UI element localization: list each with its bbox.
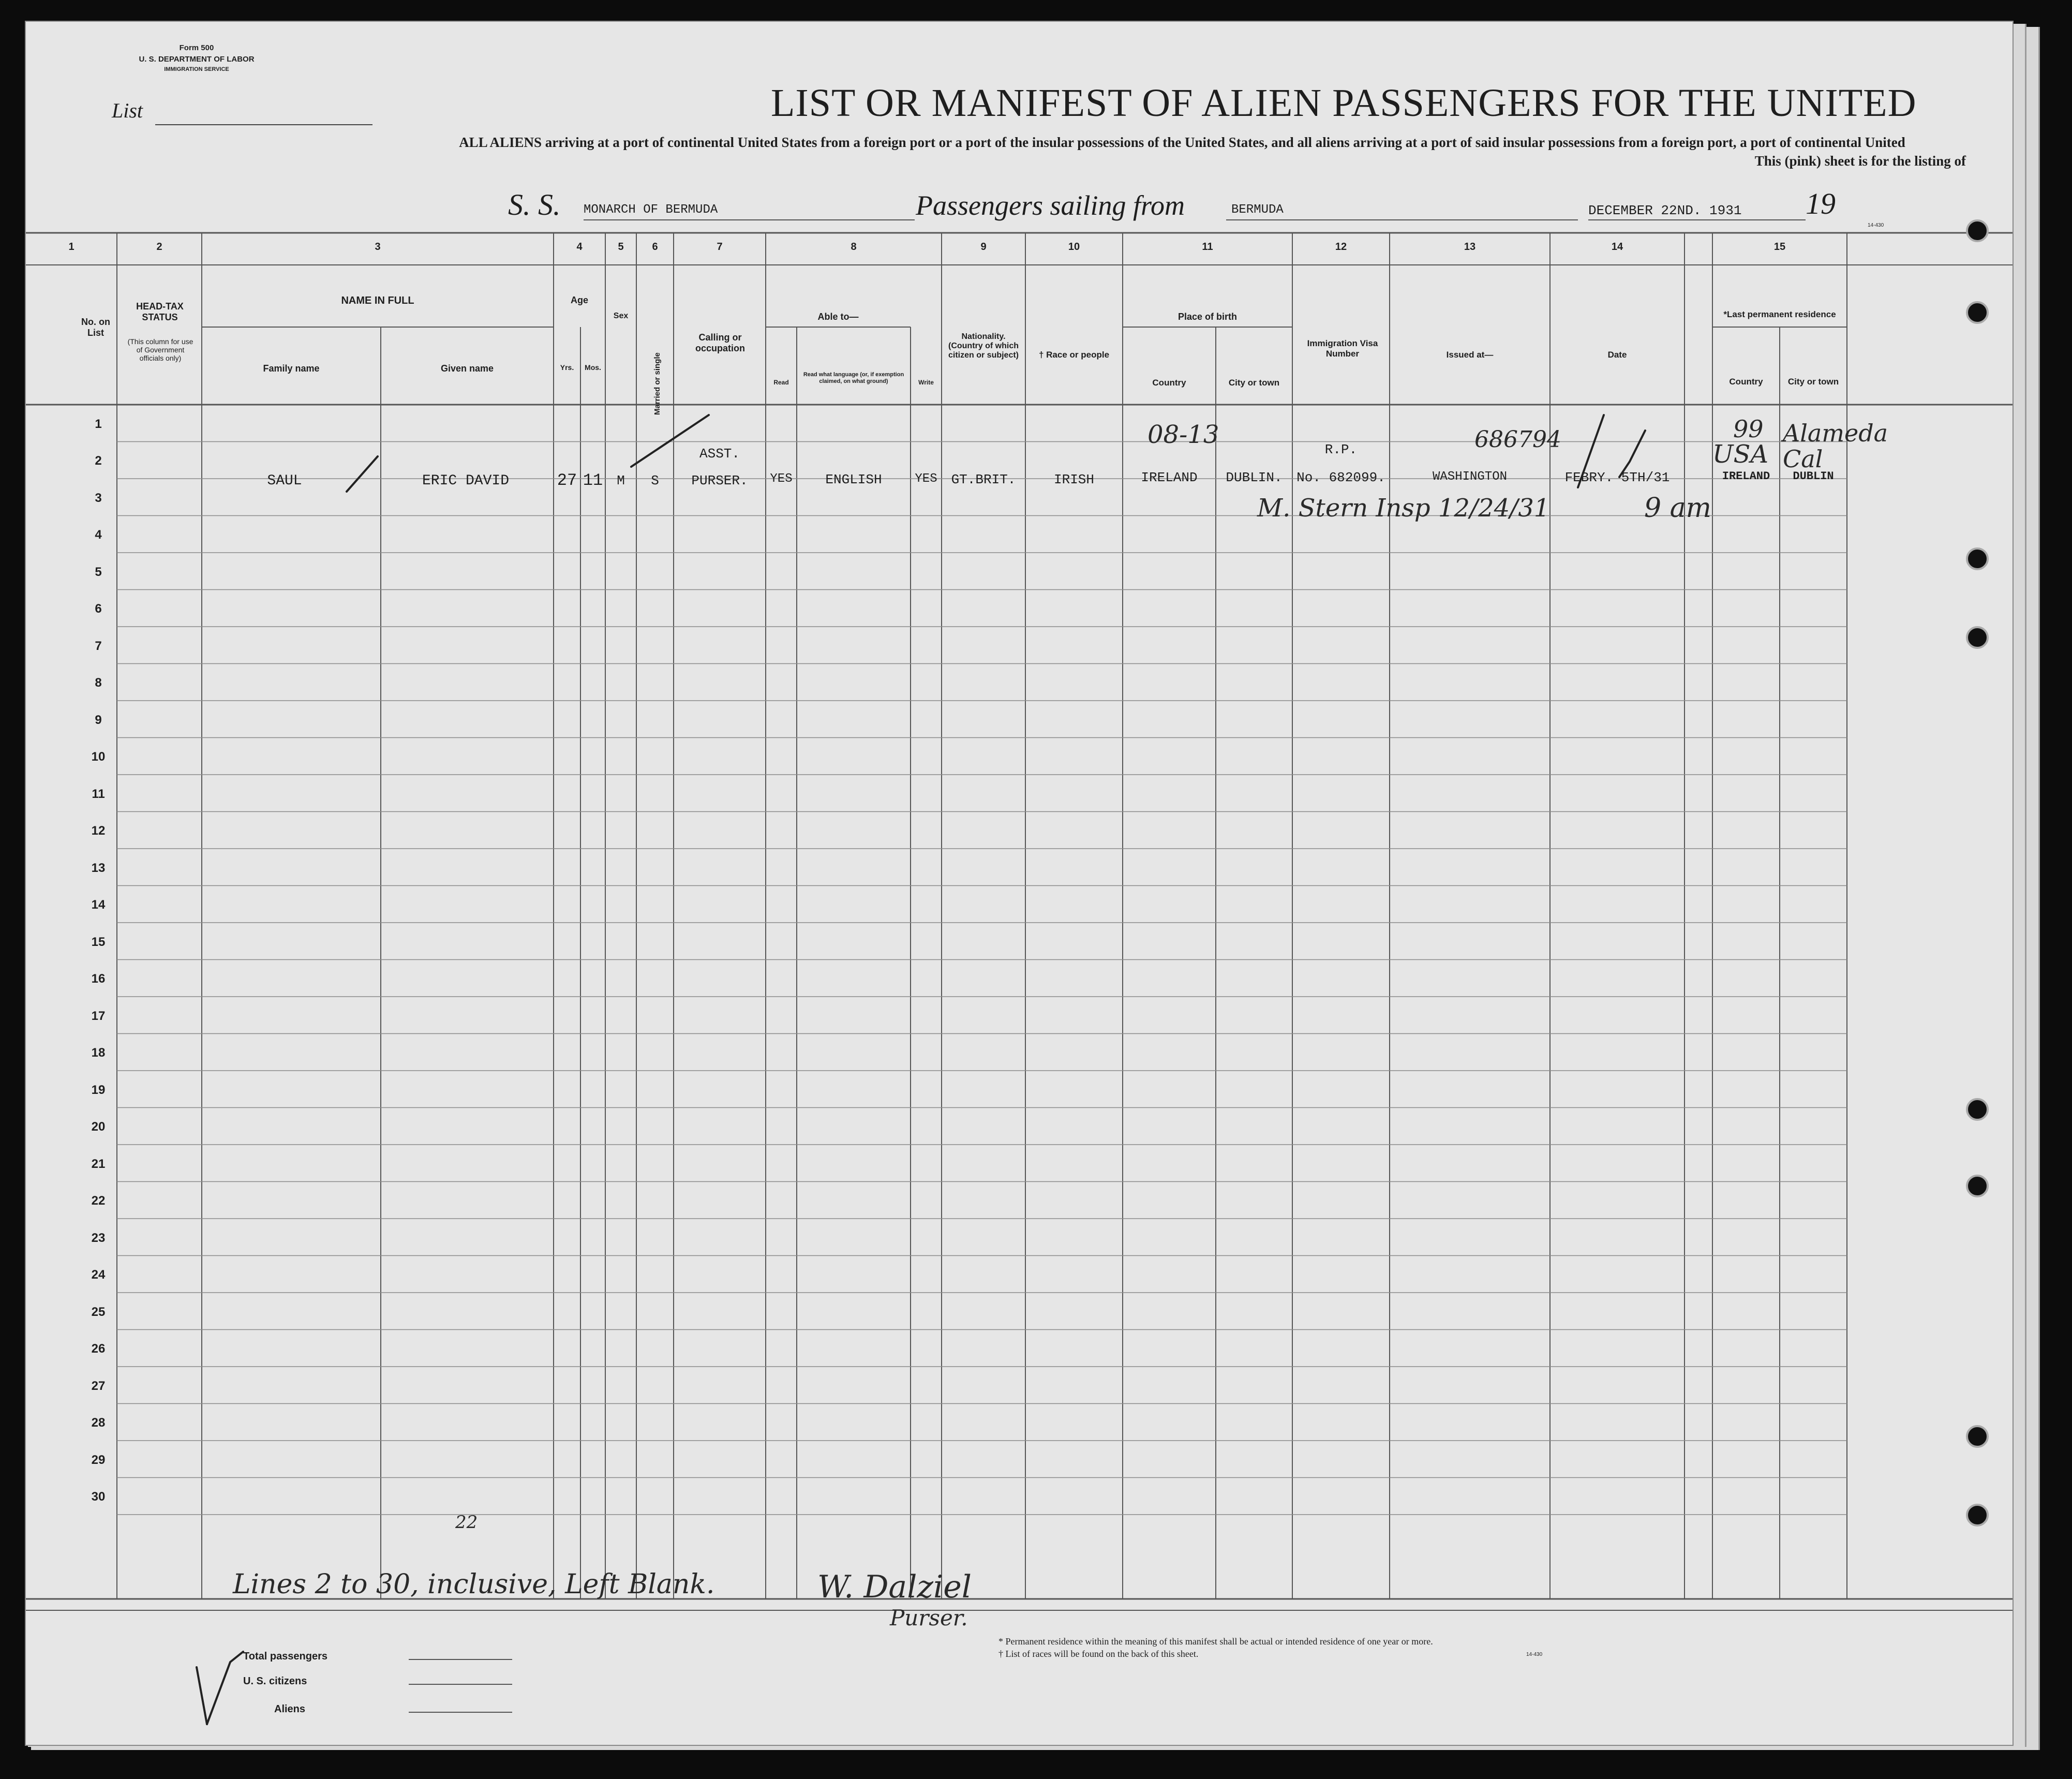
cell-nationality: GT.BRIT.: [951, 472, 1016, 487]
cell-given-name: ERIC DAVID: [422, 473, 510, 489]
aliens-line: [409, 1712, 512, 1713]
header-race: † Race or people: [1038, 350, 1110, 360]
cell-visa-line-2: No. 682099.: [1296, 470, 1385, 485]
form-number: Form 500: [179, 43, 214, 52]
row-number: 2: [95, 454, 102, 468]
header-birth-city: City or town: [1228, 378, 1280, 388]
us-citizens-label: U. S. citizens: [243, 1676, 307, 1687]
header-name-in-full: NAME IN FULL: [341, 295, 414, 306]
cell-language: ENGLISH: [825, 472, 882, 487]
row-number: 18: [91, 1046, 106, 1060]
binder-hole: [1966, 626, 1989, 649]
row-number: 22: [91, 1194, 106, 1208]
header-read: Read: [773, 379, 789, 386]
column-number: 11: [1202, 241, 1213, 253]
column-number: 3: [375, 241, 381, 253]
column-number: 13: [1464, 241, 1476, 253]
row-number: 21: [91, 1157, 106, 1171]
column-number: 14: [1611, 241, 1623, 253]
column-number: 15: [1773, 241, 1786, 253]
row-number: 19: [91, 1083, 106, 1097]
binder-hole: [1966, 1425, 1989, 1448]
footer-code: 14-430: [1526, 1652, 1543, 1657]
purser-title: Purser.: [890, 1605, 968, 1630]
year-suffix: 19: [1806, 187, 1836, 220]
column-number: 10: [1068, 241, 1080, 253]
row-number: 15: [91, 935, 106, 949]
row-number: 4: [95, 528, 102, 542]
purser-signature: W. Dalziel: [817, 1569, 972, 1605]
row-number: 9: [95, 713, 102, 727]
cell-write: YES: [915, 472, 937, 486]
row-number: 24: [91, 1268, 106, 1282]
total-passengers-line: [409, 1659, 512, 1660]
column-number: 1: [68, 241, 74, 253]
column-number: 6: [652, 241, 658, 253]
binder-hole: [1966, 219, 1989, 242]
sailing-date: DECEMBER 22ND. 1931: [1588, 203, 1742, 218]
birth-code-annotation: 08-13: [1147, 420, 1219, 449]
column-number: 4: [576, 241, 583, 253]
header-last-residence: *Last permanent residence: [1723, 309, 1836, 319]
column-number: 7: [717, 241, 723, 253]
cell-calling-line-2: PURSER.: [691, 473, 748, 488]
res-country-number: 99: [1733, 415, 1764, 443]
res-city-annotation: Alameda Cal: [1783, 419, 1888, 473]
header-birth-country: Country: [1152, 378, 1186, 388]
mark-annotation: 22: [455, 1512, 478, 1533]
cell-issued-at: WASHINGTON: [1432, 470, 1508, 484]
cell-res-country: IRELAND: [1722, 470, 1770, 483]
aliens-label: Aliens: [274, 1703, 306, 1715]
header-nationality: Nationality. (Country of which citizen or subject): [948, 332, 1019, 360]
header-calling: Calling or occupation: [695, 332, 745, 353]
inspector-stamp: M. Stern Insp 12/24/31: [1257, 494, 1550, 523]
corner-code: 14-430: [1868, 223, 1884, 228]
us-citizens-line: [409, 1684, 512, 1685]
header-mos: Mos.: [585, 363, 601, 372]
ss-label: S. S.: [508, 188, 561, 221]
row-number: 1: [95, 417, 102, 431]
instructions-line-1: ALL ALIENS arriving at a port of continental United States from a foreign port or a port of the insular possessions of the United States, and all aliens arriving at a port of said insular possessions from a foreign port, a port of continental United: [459, 135, 1905, 150]
row-number: 26: [91, 1342, 106, 1356]
header-head-tax: HEAD-TAX STATUS: [136, 301, 184, 322]
row-number: 7: [95, 639, 102, 653]
header-read-language: Read what language (or, if exemption claimed, on what ground): [803, 372, 904, 384]
cell-family-name: SAUL: [267, 473, 302, 489]
column-number: 9: [980, 241, 987, 253]
department-label: U. S. DEPARTMENT OF LABOR: [139, 55, 255, 64]
row-number: 14: [91, 898, 106, 912]
row-number: 8: [95, 676, 102, 690]
row-number: 20: [91, 1120, 106, 1134]
header-place-of-birth: Place of birth: [1177, 312, 1238, 322]
row-number: 16: [91, 972, 106, 986]
binder-hole: [1966, 1504, 1989, 1526]
cell-res-city: DUBLIN: [1793, 470, 1834, 483]
row-number: 29: [91, 1452, 106, 1467]
header-family-name: Family name: [263, 363, 320, 374]
column-number: 8: [851, 241, 857, 253]
time-annotation: 9 am: [1644, 493, 1711, 524]
row-number: 13: [91, 861, 106, 875]
departure-port: BERMUDA: [1231, 203, 1284, 217]
column-number: 5: [618, 241, 624, 253]
sailing-label: Passengers sailing from: [916, 190, 1185, 221]
lines-blank-note: Lines 2 to 30, inclusive, Left Blank.: [233, 1569, 715, 1600]
res-country-annotation: USA: [1712, 440, 1768, 469]
column-number: 2: [156, 241, 162, 253]
row-number: 12: [91, 824, 106, 838]
column-number: 12: [1335, 241, 1347, 253]
header-visa: Immigration Visa Number: [1307, 338, 1378, 359]
cell-marital: S: [651, 473, 659, 488]
header-age: Age: [570, 295, 588, 305]
cell-visa-date: FEBRY. 5TH/31: [1564, 470, 1670, 485]
header-issued-at: Issued at—: [1446, 350, 1494, 360]
header-write: Write: [918, 379, 934, 386]
header-married: Married or single: [653, 352, 662, 415]
service-label: IMMIGRATION SERVICE: [164, 66, 229, 72]
cell-calling-line-1: ASST.: [699, 446, 740, 462]
cell-age-months: 11: [583, 471, 603, 490]
binder-hole: [1966, 1175, 1989, 1197]
row-number: 28: [91, 1416, 106, 1430]
row-number: 5: [95, 565, 102, 579]
header-given-name: Given name: [440, 363, 494, 374]
row-number: 27: [91, 1378, 106, 1393]
cell-sex: M: [617, 473, 625, 488]
manifest-sheet: [25, 21, 2014, 1746]
cell-read: YES: [770, 472, 793, 486]
total-passengers-label: Total passengers: [243, 1651, 328, 1662]
row-number: 6: [95, 602, 102, 616]
header-visa-date: Date: [1607, 350, 1627, 360]
cell-race: IRISH: [1053, 472, 1094, 487]
residence-footnote: * Permanent residence within the meaning of this manifest shall be actual or intended residence of one year or more.: [998, 1636, 1433, 1647]
header-able-to: Able to—: [817, 312, 859, 322]
issued-number-annotation: 686794: [1474, 426, 1561, 453]
header-no-on-list: No. on List: [81, 317, 110, 338]
instructions-line-2: This (pink) sheet is for the listing of: [1754, 153, 1966, 169]
ship-name: MONARCH OF BERMUDA: [584, 203, 718, 217]
row-number: 23: [91, 1231, 106, 1245]
row-number: 17: [91, 1009, 106, 1023]
row-number: 10: [91, 750, 106, 764]
header-res-country: Country: [1729, 377, 1763, 387]
header-res-city: City or town: [1787, 377, 1839, 387]
races-footnote: † List of races will be found on the back of this sheet.: [998, 1649, 1199, 1659]
row-number: 11: [92, 787, 105, 801]
header-yrs: Yrs.: [560, 363, 574, 372]
binder-hole: [1966, 1098, 1989, 1121]
cell-birth-city: DUBLIN.: [1226, 470, 1283, 485]
cell-visa-line-1: R.P.: [1324, 442, 1358, 457]
row-number: 30: [91, 1490, 106, 1504]
binder-hole: [1966, 547, 1989, 570]
header-head-tax-note: (This column for use of Government officials only): [127, 337, 193, 362]
list-label: List: [112, 99, 143, 122]
row-number: 25: [91, 1304, 106, 1319]
cell-age-years: 27: [557, 471, 577, 490]
manifest-title: LIST OR MANIFEST OF ALIEN PASSENGERS FOR THE UNITED: [771, 81, 1917, 125]
cell-birth-country: IRELAND: [1141, 470, 1198, 485]
pen-marks: [26, 22, 2013, 1745]
binder-hole: [1966, 301, 1989, 324]
header-sex: Sex: [613, 312, 629, 320]
row-number: 3: [95, 491, 102, 505]
